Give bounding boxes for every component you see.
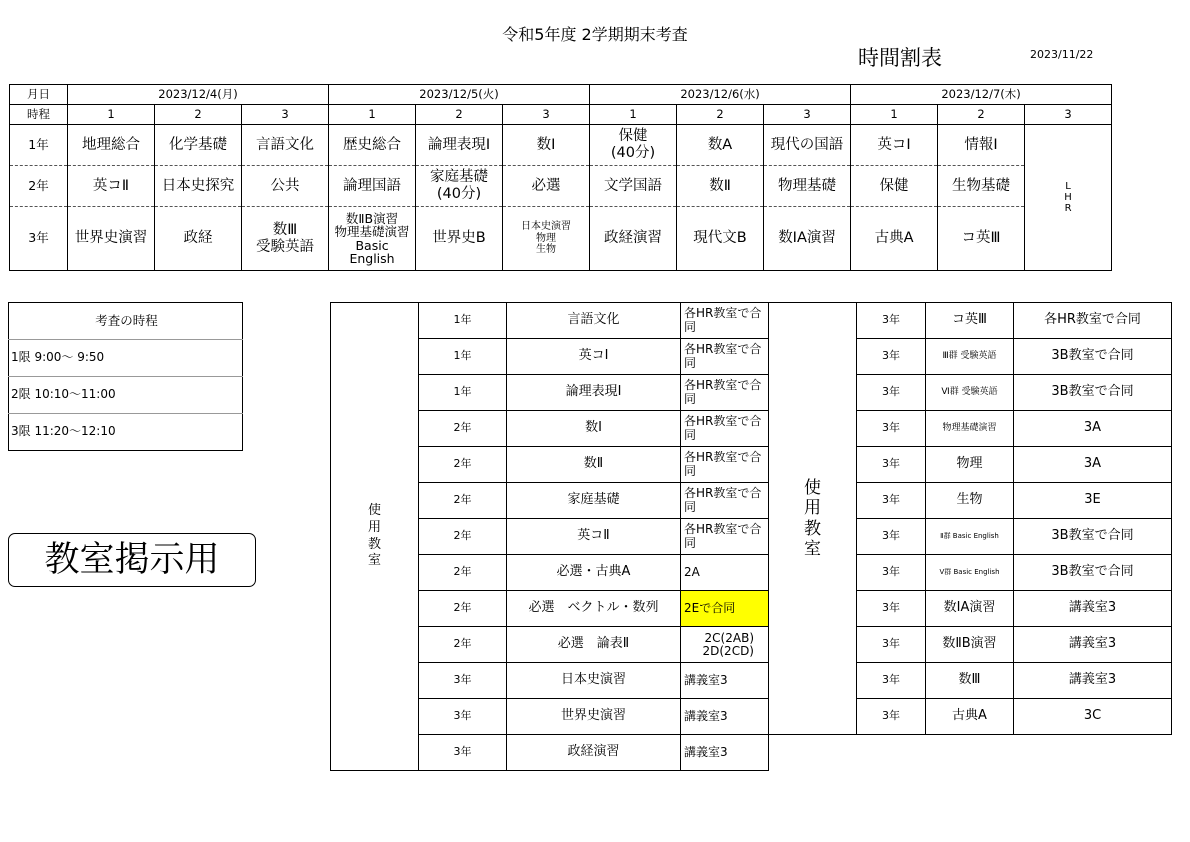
lhr-cell: L H R: [1025, 125, 1112, 271]
classroom-notice-label: 教室掲示用: [8, 533, 256, 587]
period-number: 3: [764, 105, 851, 125]
room-subject: 数ⅠA演習: [926, 591, 1014, 627]
subject-cell: 化学基礎: [155, 125, 242, 166]
room-location: 3A: [1014, 447, 1172, 483]
room-location: 講義室3: [681, 663, 769, 699]
day-header: 2023/12/4(月): [68, 85, 329, 105]
room-location: 各HR教室で合同: [681, 519, 769, 555]
subject-cell: 情報Ⅰ: [938, 125, 1025, 166]
document-subtitle: 時間割表: [858, 46, 942, 70]
period-number: 1: [329, 105, 416, 125]
room-location: 講義室3: [1014, 591, 1172, 627]
period-number: 1: [68, 105, 155, 125]
room-location: 2C(2AB) 2D(2CD): [681, 627, 769, 663]
room-location: 3B教室で合同: [1014, 339, 1172, 375]
room-grade: 1年: [419, 339, 507, 375]
room-location: 講義室3: [681, 699, 769, 735]
label-date: 月日: [10, 85, 68, 105]
room-grade: 3年: [419, 699, 507, 735]
room-subject: Ⅲ群 受験英語: [926, 339, 1014, 375]
subject-cell: 世界史演習: [68, 207, 155, 271]
period-time-item: 2限 10:10〜11:00: [9, 377, 243, 414]
room-location: 各HR教室で合同: [681, 339, 769, 375]
subject-cell: 英コⅠ: [851, 125, 938, 166]
room-location: 講義室3: [1014, 627, 1172, 663]
room-subject: 生物: [926, 483, 1014, 519]
room-location: 各HR教室で合同: [681, 447, 769, 483]
subject-cell: 政経演習: [590, 207, 677, 271]
room-grade: 2年: [419, 591, 507, 627]
period-time-item: 1限 9:00〜 9:50: [9, 340, 243, 377]
subject-cell: 数Ⅱ: [677, 166, 764, 207]
grade-label: 2年: [10, 166, 68, 207]
room-subject: 政経演習: [507, 735, 681, 771]
room-subject: 必選 論表Ⅱ: [507, 627, 681, 663]
room-grade: 2年: [419, 519, 507, 555]
room-location: 3C: [1014, 699, 1172, 735]
room-grade: 2年: [419, 411, 507, 447]
room-location: 2Eで合同: [681, 591, 769, 627]
subject-cell: 言語文化: [242, 125, 329, 166]
subject-cell: 数Ⅰ: [503, 125, 590, 166]
rooms-label: 使 用 教 室: [331, 303, 419, 771]
period-number: 3: [503, 105, 590, 125]
day-header: 2023/12/5(火): [329, 85, 590, 105]
room-location: 講義室3: [1014, 663, 1172, 699]
room-subject: 家庭基礎: [507, 483, 681, 519]
rooms-table-left: [330, 302, 769, 771]
subject-cell: 公共: [242, 166, 329, 207]
room-grade: 2年: [419, 483, 507, 519]
room-subject: 必選 ベクトル・数列: [507, 591, 681, 627]
room-subject: 数Ⅰ: [507, 411, 681, 447]
period-number: 2: [416, 105, 503, 125]
room-grade: 2年: [419, 627, 507, 663]
period-times-title: 考査の時程: [9, 303, 243, 340]
rooms-label: 使 用 教 室: [769, 303, 857, 735]
room-subject: 数Ⅲ: [926, 663, 1014, 699]
room-grade: 3年: [857, 699, 926, 735]
subject-cell: 数Ⅲ 受験英語: [242, 207, 329, 271]
room-grade: 1年: [419, 375, 507, 411]
day-header: 2023/12/6(水): [590, 85, 851, 105]
room-location: 3B教室で合同: [1014, 519, 1172, 555]
grade-row: [10, 207, 1112, 271]
subject-cell: 歴史総合: [329, 125, 416, 166]
schedule-date-row: [10, 85, 1112, 105]
subject-cell: 日本史演習 物理 生物: [503, 207, 590, 271]
period-number: 3: [242, 105, 329, 125]
grade-row: [10, 166, 1112, 207]
room-location: 3E: [1014, 483, 1172, 519]
subject-cell: 家庭基礎 (40分): [416, 166, 503, 207]
room-location: 3B教室で合同: [1014, 375, 1172, 411]
room-subject: Ⅵ群 受験英語: [926, 375, 1014, 411]
subject-cell: 世界史B: [416, 207, 503, 271]
grade-label: 3年: [10, 207, 68, 271]
room-grade: 3年: [857, 303, 926, 339]
subject-cell: 論理表現Ⅰ: [416, 125, 503, 166]
room-location: 3A: [1014, 411, 1172, 447]
room-grade: 3年: [857, 483, 926, 519]
subject-cell: コ英Ⅲ: [938, 207, 1025, 271]
room-location: 各HR教室で合同: [681, 303, 769, 339]
room-subject: 物理: [926, 447, 1014, 483]
room-location: 2A: [681, 555, 769, 591]
subject-cell: 保健 (40分): [590, 125, 677, 166]
room-subject: 必選・古典A: [507, 555, 681, 591]
room-grade: 3年: [857, 447, 926, 483]
room-grade: 3年: [857, 627, 926, 663]
room-subject: 言語文化: [507, 303, 681, 339]
subject-cell: 保健: [851, 166, 938, 207]
room-location: 各HR教室で合同: [1014, 303, 1172, 339]
subject-cell: 現代文B: [677, 207, 764, 271]
grade-row: [10, 125, 1112, 166]
subject-cell: 生物基礎: [938, 166, 1025, 207]
room-grade: 2年: [419, 555, 507, 591]
room-location: 各HR教室で合同: [681, 375, 769, 411]
subject-cell: 必選: [503, 166, 590, 207]
period-number: 1: [590, 105, 677, 125]
subject-cell: 文学国語: [590, 166, 677, 207]
subject-cell: 現代の国語: [764, 125, 851, 166]
room-subject: 世界史演習: [507, 699, 681, 735]
room-grade: 3年: [419, 663, 507, 699]
room-grade: 1年: [419, 303, 507, 339]
period-number: 2: [677, 105, 764, 125]
room-subject: Ⅴ群 Basic English: [926, 555, 1014, 591]
schedule-period-row: [10, 105, 1112, 125]
room-row: [769, 303, 1172, 339]
document-date: 2023/11/22: [1030, 48, 1094, 61]
subject-cell: 論理国語: [329, 166, 416, 207]
room-grade: 3年: [857, 375, 926, 411]
day-header: 2023/12/7(木): [851, 85, 1112, 105]
room-subject: 古典A: [926, 699, 1014, 735]
room-grade: 3年: [857, 591, 926, 627]
period-number: 3: [1025, 105, 1112, 125]
label-period: 時程: [10, 105, 68, 125]
room-location: 講義室3: [681, 735, 769, 771]
room-subject: コ英Ⅲ: [926, 303, 1014, 339]
room-subject: 英コⅠ: [507, 339, 681, 375]
room-subject: 日本史演習: [507, 663, 681, 699]
room-location: 3B教室で合同: [1014, 555, 1172, 591]
subject-cell: 数A: [677, 125, 764, 166]
room-subject: 物理基礎演習: [926, 411, 1014, 447]
period-number: 2: [938, 105, 1025, 125]
period-number: 2: [155, 105, 242, 125]
room-grade: 2年: [419, 447, 507, 483]
document-title: 令和5年度 2学期期末考査: [502, 25, 688, 44]
room-subject: Ⅱ群 Basic English: [926, 519, 1014, 555]
subject-cell: 数ⅠA演習: [764, 207, 851, 271]
period-number: 1: [851, 105, 938, 125]
room-subject: 英コⅡ: [507, 519, 681, 555]
period-time-item: 3限 11:20〜12:10: [11, 424, 116, 439]
room-location: 各HR教室で合同: [681, 483, 769, 519]
room-grade: 3年: [419, 735, 507, 771]
room-subject: 論理表現Ⅰ: [507, 375, 681, 411]
subject-cell: 地理総合: [68, 125, 155, 166]
rooms-table-right: [768, 302, 1172, 735]
room-grade: 3年: [857, 339, 926, 375]
period-times-table: [8, 302, 243, 451]
room-subject: 数ⅡB演習: [926, 627, 1014, 663]
subject-cell: 物理基礎: [764, 166, 851, 207]
room-grade: 3年: [857, 411, 926, 447]
room-grade: 3年: [857, 555, 926, 591]
subject-cell: 数ⅡB演習 物理基礎演習 Basic English: [329, 207, 416, 271]
room-row: [331, 303, 769, 339]
subject-cell: 政経: [155, 207, 242, 271]
subject-cell: 日本史探究: [155, 166, 242, 207]
subject-cell: 英コⅡ: [68, 166, 155, 207]
room-grade: 3年: [857, 663, 926, 699]
schedule-table: [9, 84, 1112, 271]
subject-cell: 古典A: [851, 207, 938, 271]
room-location: 各HR教室で合同: [681, 411, 769, 447]
room-subject: 数Ⅱ: [507, 447, 681, 483]
room-grade: 3年: [857, 519, 926, 555]
grade-label: 1年: [10, 125, 68, 166]
